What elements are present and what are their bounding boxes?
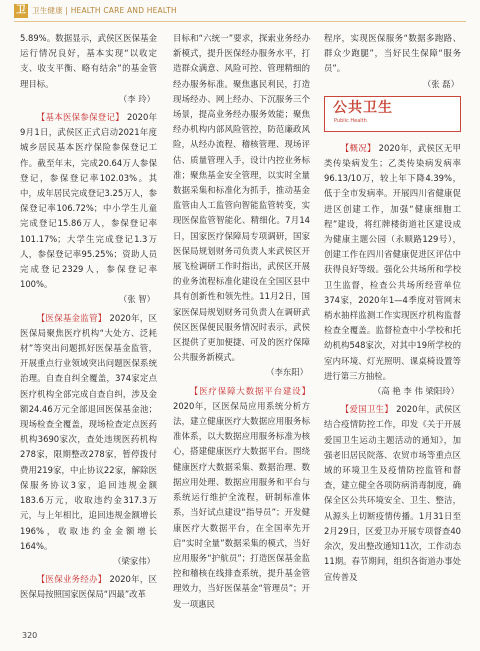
paragraph-body: 2020年，区医保局应用系统分析方法，建立健康医疗大数据应用服务标准体系，以大数据应用服务标准为核心，搭建健康医疗大数据平台。围绕健康医疗大数据采集、数据治理、数据应用处理、数据应用服务和平台与系统运行维护全流程，研制标准体系，当好试点建设“指导员”；开发健康医疗大数据平台，在全国率先开启“实时全量”数据采集的模式，当好应用服务“护航员”；打造医保基金监控和稽核在线排查系统，提升基金管理效力，当好医保基金“管理员”；开发一项惠民: [173, 400, 310, 609]
paragraph-body: 2020年，武侯区结合疫情防控工作，印发《关于开展爱国卫生运动主题活动的通知》，加强老旧居民院落、农贸市场等重点区域的环境卫生及疫情防控监管和督查，建立健全各项防病消毒制度，确保全区公共环境安全、卫生、整洁，从源头上切断疫情传播。1月31日至2月29日，区爱卫办开展专项督查40余次，发出整改通知11次，工作动态11期。春节期间，组织各街道办事处宣传普及: [324, 404, 461, 582]
author-credit: （梁家伟）: [113, 555, 155, 566]
paragraph: 5.89%。数据显示，武侯区医保基金运行情况良好，基本实现“以收定支、收支平衡、略有结余”的基金管理目标。: [20, 33, 157, 89]
subheading: 【医疗保障大数据平台建设】: [189, 385, 310, 396]
header-divider: [14, 21, 466, 22]
paragraph-body: 2020年9月1日，武侯区正式启动2021年度城乡居民基本医疗保险参保登记工作。截至年末，完成20.64万人参保登记，参保登记率102.03%。其中，成年居民完成登记3.25万人，参保登记率106.72%；中小学生儿童完成登记15.86万人，参保登记率101.17%；大学生完成登记1.3万人，参保登记率95.25%；资助人员完成登记2329人，参保登记率100%。: [20, 112, 157, 290]
author-credit: （李东阳）: [266, 367, 308, 378]
header-title: 卫生健康 | HEALTH CARE AND HEALTH: [32, 6, 177, 15]
paragraph: [20, 110, 157, 292]
text-column-1: [20, 31, 157, 631]
running-header: [0, 0, 480, 22]
text-column-3: [324, 31, 461, 631]
section-heading-box: [324, 96, 461, 132]
paragraph: [324, 402, 461, 584]
paragraph-body: 2020年，武侯区无甲类传染病发生；乙类传染病发病率96.13/10万，较上年下降4.39%，低于全市发病率。开展四川省健康促进区创建工作，加强“健康细胞工程”建设，将红牌楼街道社区建设成为健康主题公园（永顺路129号），创建工作在四川省健康促进区评估中获得良好等级。强化公共场所和学校卫生监督，检查公共场所经营单位374家，2020年1—4季度对管网末梢水抽样监测工作实现医疗机构监督检查全覆盖。监督检查中小学校和托幼机构548家次，对其中19所学校的室内环境、灯光照明、课桌椅设置等进行第三方抽检。: [324, 142, 461, 381]
subheading: 【爱国卫生】: [340, 404, 394, 415]
subheading: 【医保业务经办】: [36, 574, 107, 585]
paragraph: [173, 384, 310, 612]
paragraph: 程序，实现医保服务“数据多跑路、群众少跑腿”，当好民生保障“服务员”。: [324, 33, 461, 74]
author-credit: （张 智）: [118, 294, 155, 305]
page-number: 320: [22, 631, 38, 640]
paragraph: 目标和“六统一”要求，探索业务经办新模式，提升医保经办服务水平，打造群众满意、风险可控、管理精细的经办服务标准。聚焦惠民利民，打造现场经办、网上经办、下沉服务三个场景，提高业务经办服务效能；聚焦经办机构内部风险管控，防范廉政风险，从经办流程、稽核管理、现场评估、质量管理入手，设计内控业务标准；聚焦基金安全管理，以实时全量数据采集和标准化为抓手，推动基金监管由人工监管向智能监管转变，实现医保监管智能化、精细化。7月14日，国家医疗保障局专项调研，国家医保局规划财务司负责人来武侯区开展飞检调研工作时指出，武侯区开展的业务流程标准化建设在全国区县中具有创新性和领先性。11月2日，国家医保局规划财务司负责人在调研武侯区医保便民服务情况时表示，武侯区提供了更加便捷、可及的医疗保障公共服务新模式。: [173, 33, 310, 363]
author-credit: （高 艳 李 伟 梁阳玲）: [372, 386, 459, 397]
subheading: 【医保基金监管】: [36, 312, 107, 323]
paragraph: [20, 311, 157, 554]
section-title: 公共卫生: [333, 99, 393, 116]
chapter-mark-icon: 卫: [16, 5, 26, 16]
author-credit: （张 磊）: [422, 78, 459, 89]
subheading: 【基本医保参保登记】: [36, 112, 124, 123]
subheading: 【概况】: [340, 142, 376, 153]
paragraph: [20, 572, 157, 602]
author-credit: （李 玲）: [118, 93, 155, 104]
paragraph: [324, 141, 461, 384]
text-column-2: [173, 31, 310, 631]
paragraph-body: 2020年，区医保局聚焦医疗机构“大处方、泛耗材”等突出问题抓好医保基金监管，开展重点行业领域突出问题医保系统治理。自查自纠全覆盖，374家定点医疗机构全部完成自查自纠，涉及金额24.46万元全部退回医保基金池；现场检查全覆盖，现场检查定点医药机构3690家次，查处违规医药机构278家，限期整改278家，暂停拨付费用219家，中止协议22家，解除医保服务协议3家，追回违规金额183.6万元，收取违约金317.3万元，与上年相比，追回违规金额增长196%，收取违约金金额增长164%。: [20, 312, 157, 551]
section-subtitle: Public Health: [334, 117, 367, 124]
paragraph-body: 2020年，区医保局按照国家医保局“四最”改革: [20, 574, 157, 600]
